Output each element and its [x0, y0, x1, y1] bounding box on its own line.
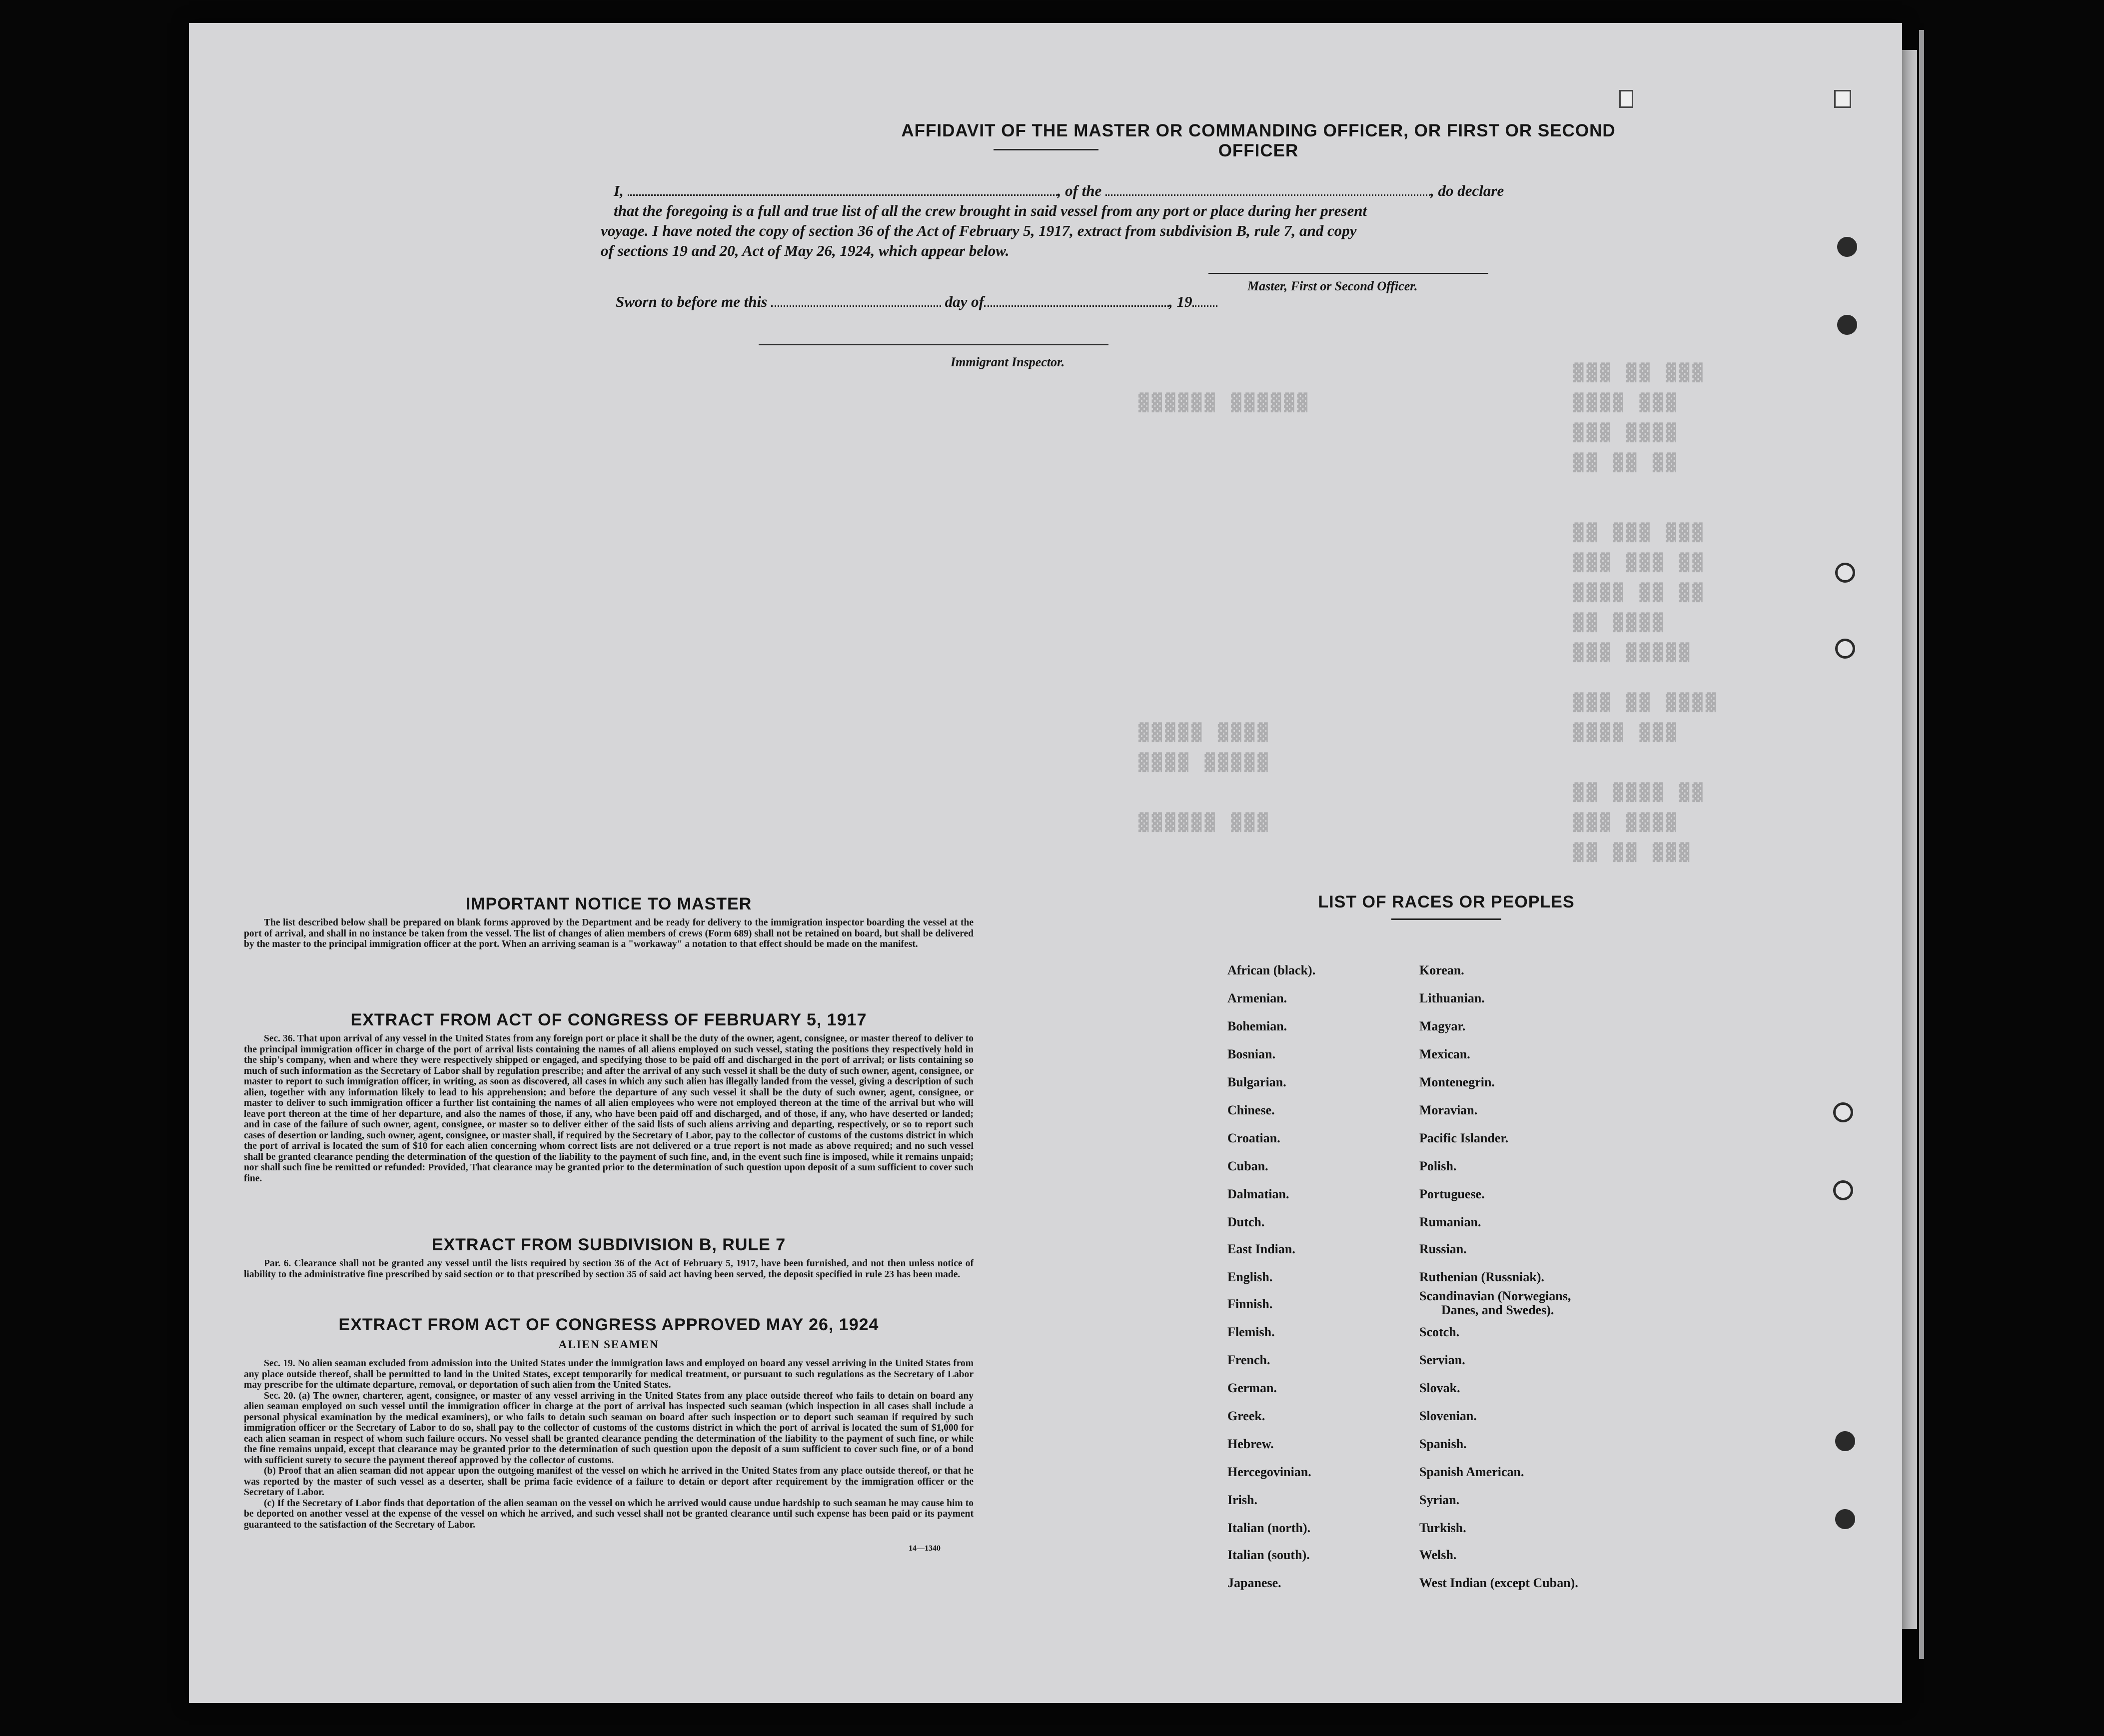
race-item: Finnish.	[1227, 1297, 1273, 1311]
affidavit-line-1	[614, 182, 1504, 200]
document-page: ▓▓▓ ▓▓ ▓▓▓ ▓▓▓▓ ▓▓▓ ▓▓▓ ▓▓▓▓ ▓▓ ▓▓ ▓▓ ▓▓ ▓▓▓ ▓▓▓ ▓▓▓ ▓▓▓ ▓▓ ▓▓▓▓ ▓▓ ▓▓ ▓▓ ▓▓▓▓ ▓▓▓ ▓▓▓▓▓ ▓▓▓ ▓▓ ▓▓▓▓ ▓▓▓▓ ▓▓▓ ▓▓ ▓▓▓▓ ▓▓ ▓▓▓ ▓▓▓▓ ▓▓ ▓▓ ▓▓▓ ▓▓▓▓▓▓ ▓▓▓▓▓▓ ▓▓▓▓▓ ▓▓▓▓ ▓▓▓▓ ▓▓▓▓▓ ▓▓▓▓▓▓ ▓▓▓ AFFIDAVIT OF THE MASTER OR COMMANDING OFFICER, OR FIRST OR SECOND OFFICER I, , of the , do declare that the foregoing is a full and true list of all the crew brought in said vessel from any port or place during her present voyage. I have noted the copy of section 36 of the Act of February 5, 1917, extract from subdivision B, rule 7, and copy of sections 19 and 20, Act of May 26, 1924, which appear below. Master, First or Second Officer. Sworn to before me this day of , 19 Immigrant Inspector. IMPORTANT NOTICE TO MASTER The list described below shall be prepared on blank forms approved by the Department and be ready for delivery to the immigration inspector boarding the vessel at the port of arrival, and shall in no instance be taken from the vessel. The list of changes of alien members of crews (Form 689) shall not be retained on board, but shall be delivered by the master to the principal immigration officer at the port. When an arriving seaman is a "workaway" a notation to that effect should be made on the manifest. EXTRACT FROM ACT OF CONGRESS OF FEBRUARY 5, 1917 Sec. 36. That upon arrival of any vessel in the United States from any foreign port or place it shall be the duty of the owner, agent, consignee, or master thereof to deliver to the principal immigration officer in charge of the port of arrival lists containing the names of all aliens employed on such vessel, stating the positions they respectively hold in the ship's company, when and where they were respectively shipped or engaged, and specifying those to be paid off and discharged in the port of arrival; or lists containing so much of such information as the Secretary of Labor shall by regulation prescribe; and after the arrival of any such vessel it shall be the duty of such owner, agent, consignee, or master to report to such immigration officer, in writing, as soon as discovered, all cases in which any such alien has illegally landed from the vessel, giving a description of such alien, together with any information likely to lead to his apprehension; and before the departure of any such vessel it shall be the duty of such owner, agent, consignee, or master to deliver to such immigration officer a further list containing the names of all alien employees who were not employed thereon at the time of the arrival but who will leave port thereon at the time of her departure, and also the names of those, if any, who have been paid off and discharged, and of those, if any, who have deserted or landed; and in case of the failure of such owner, agent, consignee, or master so to deliver either of the said lists of such aliens arriving and departing, respectively, or so to report such cases of desertion or landing, such owner, agent, consignee, or master shall, if required by the Secretary of Labor, pay to the collector of customs of the customs district in which the port of arrival is located the sum of $10 for each alien concerning whom correct lists are not delivered or a true report is not made as above required; and no such vessel shall be granted clearance pending the determination of the question of the liability to the payment of such fine, and, in the event such fine is imposed, while it remains unpaid; nor shall such fine be remitted or refunded: Provided, That clearance may be granted prior to the determination of such question upon deposit of a sum sufficient to cover such fine. EXTRACT FROM SUBDIVISION B, RULE 7 Par. 6. Clearance shall not be granted any vessel until the lists required by section 36 of the Act of February 5, 1917, have been furnished, and not then unless notice of liability to the administrative fine prescribed by said section or to that prescribed by section 35 of said act having been served, the deposit specified in rule 23 has been made. EXTRACT FROM ACT OF CONGRESS APPROVED MAY 26, 1924 ALIEN SEAMEN Sec. 19. No alien seaman excluded from admission into the United States under the immigration laws and employed on board any vessel arriving in the United States from any place outside thereof, shall be permitted to land in the United States, except temporarily for medical treatment, or pursuant to such regulations as the Secretary of Labor may prescribe for the ultimate departure, removal, or deportation of such alien from the United States. Sec. 20. (a) The owner, charterer, agent, consignee, or master of any vessel arriving in the United States from any place outside thereof who fails to detain on board any alien seaman employed on such vessel until the immigration officer in charge at the port of arrival has inspected such seaman (which inspection in all cases shall include a personal physical examination by the medical examiners), or who fails to detain such seaman on board after such inspection or to deport such seaman if required by such immigration officer or the Secretary of Labor to do so, shall pay to the collector of customs of the customs district in which the port of arrival is located the sum of $1,000 for each alien seaman in respect of whom such failure occurs. No vessel shall be granted clearance pending the determination of the liability to the payment of such fine, or while the fine remains unpaid, except that clearance may be granted prior to the determination of such question upon the deposit of a sum sufficient to cover such fine, or of a bond with sufficient surety to secure the payment thereof approved by the collector of customs. (b) Proof that an alien seaman did not appear upon the outgoing manifest of the vessel on which he arrived in the United States from any place outside thereof, or that he was reported by the master of such vessel as a deserter, shall be prima facie evidence of a failure to detain or deport after requirement by the immigration officer or the Secretary of Labor. (c) If the Secretary of Labor finds that deportation of the alien seaman on the vessel on which he arrived would cause undue hardship to such seaman he may cause him to be deported on another vessel at the expense of the vessel on which he arrived, and such vessel shall not be granted clearance until such expense has been paid or its payment guaranteed to the satisfaction of the Secretary of Labor. 14—1340 LIST OF RACES OR PEOPLES African (black). Armenian. Bohemian. Bosnian. Bulgarian. Chinese. Croatian. Cuban. Dalmatian. Dutch. East Indian. English. Finnish. Flemish. French. German. Greek. Hebrew. Hercegovinian. Irish. Italian (north). Italian (south). Japanese. Korean. Lithuanian. Magyar. Mexican. Montenegrin. Moravian. Pacific Islander. Polish. Portuguese. Rumanian. Russian. Ruthenian (Russniak). Scandinavian (Norwegians, Danes, and Swedes). Scotch. Servian. Slovak. Slovenian. Spanish. Spanish American. Syrian. Turkish. Welsh. West Indian (except Cuban).	[189, 23, 1902, 1703]
race-item: Polish.	[1419, 1159, 1457, 1173]
notice-title: IMPORTANT NOTICE TO MASTER	[465, 894, 752, 913]
race-item: Ruthenian (Russniak).	[1419, 1270, 1544, 1284]
race-item: Greek.	[1227, 1409, 1265, 1423]
extract-rule7-text	[244, 1258, 974, 1280]
extract-rule7-title: EXTRACT FROM SUBDIVISION B, RULE 7	[431, 1235, 786, 1254]
race-item: Bosnian.	[1227, 1047, 1276, 1061]
sworn-day-of: day of	[945, 293, 984, 310]
sworn-year-blank[interactable]	[1192, 294, 1217, 307]
race-item: East Indian.	[1227, 1242, 1295, 1256]
punch-hole	[1833, 1102, 1853, 1122]
race-item: Korean.	[1419, 963, 1464, 977]
race-item: Italian (north).	[1227, 1521, 1311, 1535]
race-item: Russian.	[1419, 1242, 1467, 1256]
race-item: Servian.	[1419, 1353, 1465, 1367]
race-item: Welsh.	[1419, 1548, 1457, 1562]
extract-1917-title: EXTRACT FROM ACT OF CONGRESS OF FEBRUARY 5, 1917	[350, 1010, 867, 1029]
affidavit-line-3: voyage. I have noted the copy of section 36 of the Act of February 5, 1917, extract from subdivision B, rule 7, and copy	[601, 222, 1357, 239]
alien-seamen-subtitle: ALIEN SEAMEN	[558, 1338, 659, 1351]
race-item: Irish.	[1227, 1493, 1257, 1507]
race-item: Rumanian.	[1419, 1215, 1481, 1229]
race-item: Danes, and Swedes).	[1441, 1303, 1554, 1317]
sworn-prefix: Sworn to before me this	[616, 293, 768, 310]
binder-tab	[1834, 90, 1851, 108]
race-item: Scotch.	[1419, 1325, 1460, 1339]
affidavit-of-label: , of the	[1057, 182, 1102, 199]
race-item: Turkish.	[1419, 1521, 1466, 1535]
race-item: Italian (south).	[1227, 1548, 1310, 1562]
affidavit-title-rule	[994, 149, 1098, 150]
affidavit-title: AFFIDAVIT OF THE MASTER OR COMMANDING OFFICER, OR FIRST OR SECOND OFFICER	[901, 121, 1616, 160]
race-item: Armenian.	[1227, 991, 1287, 1005]
race-item: Flemish.	[1227, 1325, 1275, 1339]
notice-paragraph: The list described below shall be prepared on blank forms approved by the Department and be ready for delivery to the immigration inspector boarding the vessel at the port of arrival, and shall in no instance be taken from the vessel. The list of changes of alien members of crews (Form 689) shall not be retained on board, but shall be delivered by the master to the principal immigration officer at the port. When an arriving seaman is a "workaway" a notation to that effect should be made on the manifest.	[244, 917, 974, 949]
race-item: Spanish American.	[1419, 1465, 1524, 1479]
inspector-signature-line[interactable]	[759, 344, 1108, 345]
race-item: Moravian.	[1419, 1103, 1478, 1117]
affidavit-line-4: of sections 19 and 20, Act of May 26, 1924, which appear below.	[601, 242, 1010, 259]
race-item: English.	[1227, 1270, 1273, 1284]
punch-hole	[1835, 639, 1855, 659]
race-item: Pacific Islander.	[1419, 1131, 1509, 1145]
race-item: Spanish.	[1419, 1437, 1467, 1451]
race-item: Mexican.	[1419, 1047, 1470, 1061]
race-item: Dutch.	[1227, 1215, 1265, 1229]
section-36-paragraph: Sec. 36. That upon arrival of any vessel in the United States from any foreign port or place it shall be the duty of the owner, agent, consignee, or master thereof to deliver to the principal immigration officer in charge of the port of arrival lists containing the names of all aliens employed on such vessel, stating the positions they respectively hold in the ship's company, when and where they were respectively shipped or engaged, and specifying those to be paid off and discharged in the port of arrival; or lists containing so much of such information as the Secretary of Labor shall by regulation prescribe; and after the arrival of any such vessel it shall be the duty of such owner, agent, consignee, or master to report to such immigration officer, in writing, as soon as discovered, all cases in which any such alien has illegally landed from the vessel, giving a description of such alien, together with any information likely to lead to his apprehension; and before the departure of any such vessel it shall be the duty of such owner, agent, consignee, or master to deliver to such immigration officer a further list containing the names of all alien employees who were not employed thereon at the time of the arrival but who will leave port thereon at the time of her departure, and also the names of those, if any, who have been paid off and discharged, and of those, if any, who have deserted or landed; and in case of the failure of such owner, agent, consignee, or master so to deliver either of the said lists of such aliens arriving and departing, respectively, or so to report such cases of desertion or landing, such owner, agent, consignee, or master shall, if required by the Secretary of Labor, pay to the collector of customs of the customs district in which the port of arrival is located the sum of $10 for each alien concerning whom correct lists are not delivered or a true report is not made as above required; and no such vessel shall be granted clearance pending the determination of the question of the liability to the payment of such fine, and, in the event such fine is imposed, while it remains unpaid; nor shall such fine be remitted or refunded: Provided, That clearance may be granted prior to the determination of such question upon deposit of a sum sufficient to cover such fine.	[244, 1033, 974, 1184]
race-item: Slovak.	[1419, 1381, 1460, 1395]
sworn-month-blank[interactable]	[984, 294, 1169, 307]
races-title: LIST OF RACES OR PEOPLES	[1318, 892, 1575, 911]
vessel-name-blank[interactable]	[1105, 183, 1430, 196]
punch-hole	[1835, 563, 1855, 583]
paragraph-6: Par. 6. Clearance shall not be granted any vessel until the lists required by section 36 of the Act of February 5, 1917, have been furnished, and not then unless notice of liability to the administrative fine prescribed by said section or to that prescribed by section 35 of said act having been served, the deposit specified in rule 23 has been made.	[244, 1258, 974, 1280]
page-edge	[1902, 50, 1917, 1629]
affidavit-line-2: that the foregoing is a full and true list of all the crew brought in said vessel from any port or place during her present	[614, 202, 1367, 219]
master-name-blank[interactable]	[628, 183, 1057, 196]
race-item: Cuban.	[1227, 1159, 1268, 1173]
race-item: Hebrew.	[1227, 1437, 1274, 1451]
master-signature-caption: Master, First or Second Officer.	[1247, 279, 1418, 293]
punch-hole	[1835, 1431, 1855, 1451]
extract-1924-text	[244, 1358, 974, 1530]
back-page-edge	[1919, 30, 1924, 1659]
punch-hole	[1837, 237, 1857, 257]
race-item: Hercegovinian.	[1227, 1465, 1311, 1479]
punch-hole	[1835, 1509, 1855, 1529]
affidavit-i-label: I,	[614, 182, 624, 199]
sworn-year-prefix: , 19	[1169, 293, 1192, 310]
race-item: Dalmatian.	[1227, 1187, 1289, 1201]
binder-tab	[1619, 90, 1633, 108]
race-item: Slovenian.	[1419, 1409, 1477, 1423]
inspector-caption: Immigrant Inspector.	[951, 355, 1065, 369]
notice-text	[244, 917, 974, 950]
race-item: Japanese.	[1227, 1576, 1281, 1590]
sworn-day-blank[interactable]	[771, 294, 941, 307]
section-19-paragraph: Sec. 19. No alien seaman excluded from admission into the United States under the immigration laws and employed on board any vessel arriving in the United States from any place outside thereof, shall be permitted to land in the United States, except temporarily for medical treatment, or pursuant to such regulations as the Secretary of Labor may prescribe for the ultimate departure, removal, or deportation of such alien from the United States.	[244, 1358, 974, 1390]
race-item: Magyar.	[1419, 1019, 1466, 1033]
races-title-rule	[1391, 918, 1501, 920]
punch-hole	[1833, 1180, 1853, 1200]
master-signature-line[interactable]	[1208, 273, 1488, 274]
extract-1917-text	[244, 1033, 974, 1184]
race-item: Syrian.	[1419, 1493, 1460, 1507]
section-20b-paragraph: (b) Proof that an alien seaman did not appear upon the outgoing manifest of the vessel on which he arrived in the United States from any place outside thereof, or that he was reported by the master of such vessel as a deserter, shall be prima facie evidence of a failure to detain or deport after requirement by the immigration officer or the Secretary of Labor.	[244, 1466, 974, 1498]
race-item: Scandinavian (Norwegians,	[1419, 1289, 1571, 1303]
form-number: 14—1340	[909, 1544, 941, 1553]
race-item: Portuguese.	[1419, 1187, 1485, 1201]
sworn-line	[616, 293, 1217, 311]
race-item: Montenegrin.	[1419, 1075, 1495, 1089]
race-item: French.	[1227, 1353, 1270, 1367]
race-item: Bohemian.	[1227, 1019, 1287, 1033]
race-item: African (black).	[1227, 963, 1316, 977]
race-item: West Indian (except Cuban).	[1419, 1576, 1578, 1590]
section-20c-paragraph: (c) If the Secretary of Labor finds that deportation of the alien seaman on the vessel on which he arrived would cause undue hardship to such seaman he may cause him to be deported on another vessel at the expense of the vessel on which he arrived, and such vessel shall not be granted clearance until such expense has been paid or its payment guaranteed to the satisfaction of the Secretary of Labor.	[244, 1498, 974, 1530]
affidavit-declare-label: , do declare	[1430, 182, 1504, 199]
race-item: Chinese.	[1227, 1103, 1275, 1117]
extract-1924-title: EXTRACT FROM ACT OF CONGRESS APPROVED MAY 26, 1924	[338, 1315, 879, 1334]
race-item: German.	[1227, 1381, 1277, 1395]
race-item: Bulgarian.	[1227, 1075, 1286, 1089]
punch-hole	[1837, 315, 1857, 335]
section-20a-paragraph: Sec. 20. (a) The owner, charterer, agent, consignee, or master of any vessel arriving in the United States from any place outside thereof who fails to detain on board any alien seaman employed on such vessel until the immigration officer in charge at the port of arrival has inspected such seaman (which inspection in all cases shall include a personal physical examination by the medical examiners), or who fails to detain such seaman on board after such inspection or to deport such seaman if required by such immigration officer or the Secretary of Labor to do so, shall pay to the collector of customs of the customs district in which the port of arrival is located the sum of $1,000 for each alien seaman in respect of whom such failure occurs. No vessel shall be granted clearance pending the determination of the liability to the payment of such fine, or while the fine remains unpaid, except that clearance may be granted prior to the determination of such question upon the deposit of a sum sufficient to cover such fine, or of a bond with sufficient surety to secure the payment thereof approved by the collector of customs.	[244, 1390, 974, 1466]
race-item: Croatian.	[1227, 1131, 1280, 1145]
race-item: Lithuanian.	[1419, 991, 1485, 1005]
